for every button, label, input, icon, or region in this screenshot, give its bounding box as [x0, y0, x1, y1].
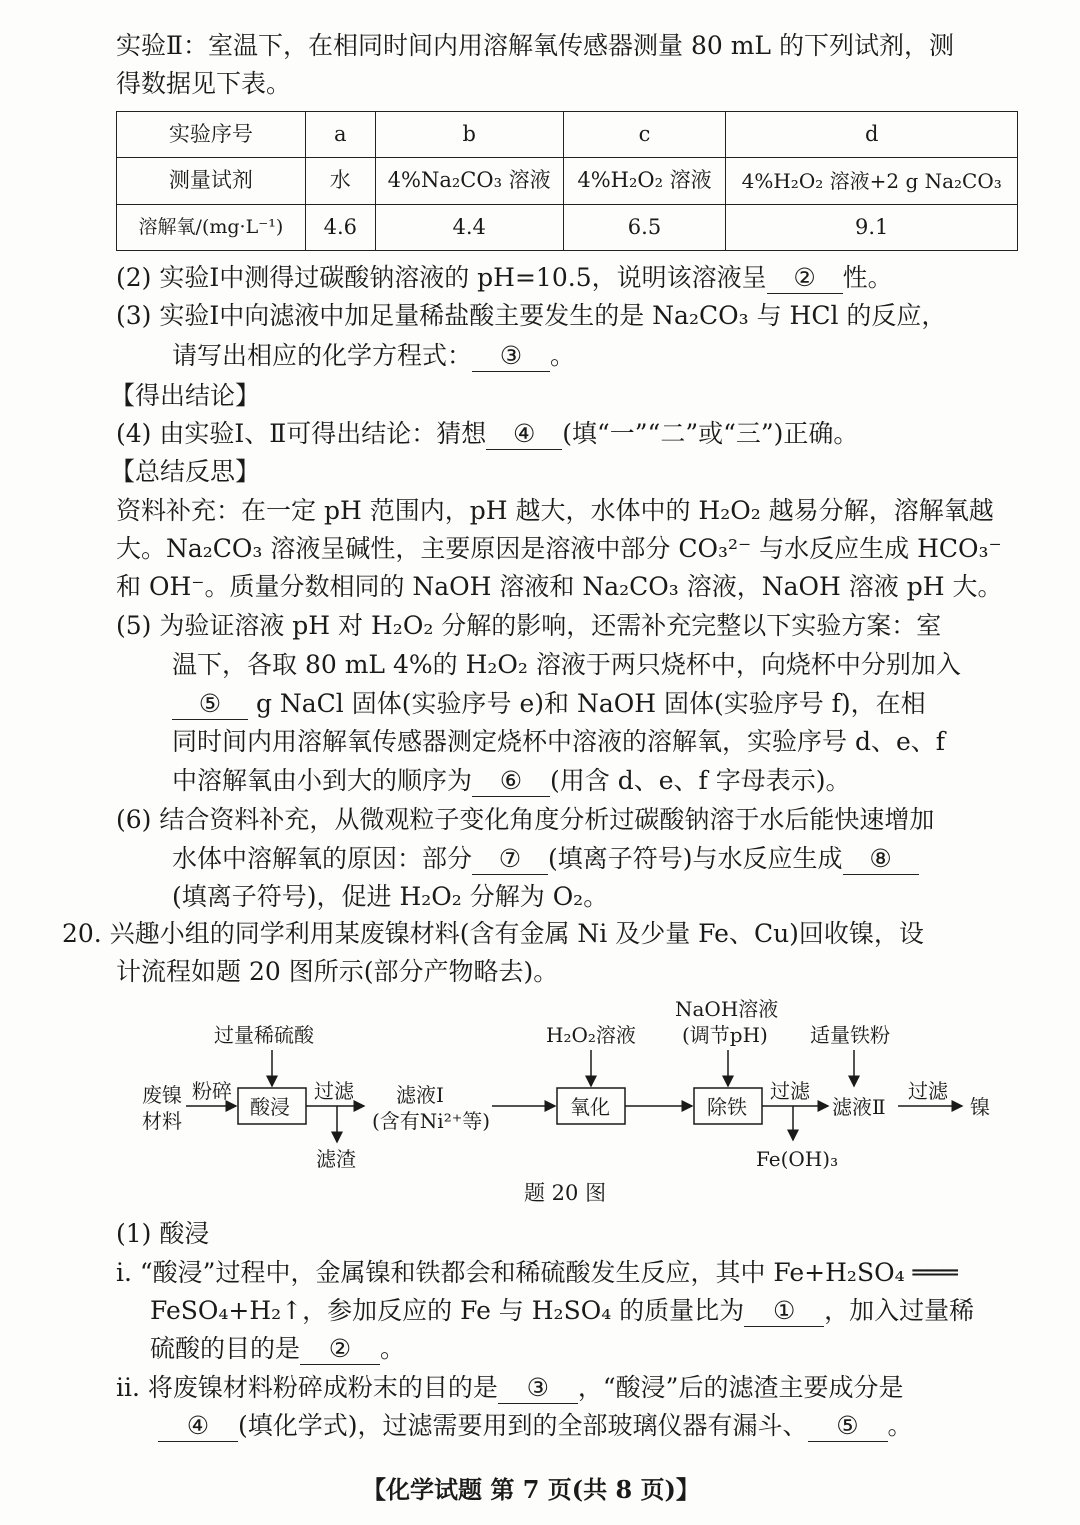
table-cell: a [305, 112, 375, 158]
question-5-line-3: ⑤ g NaCl 固体(实验序号 e)和 NaOH 固体(实验序号 f)，在相 [172, 688, 926, 721]
reagent-naoh-label-1: NaOH溶液 [675, 997, 779, 1021]
table-row [117, 112, 1018, 158]
question-20-line-1: 20. 兴趣小组的同学利用某废镍材料(含有金属 Ni 及少量 Fe、Cu)回收镍，设 [62, 919, 924, 948]
filtrate-2-label: 滤液Ⅱ [832, 1095, 886, 1119]
question-20-1-ii-line-1: ii. 将废镍材料粉碎成粉末的目的是 ③ ，“酸浸”后的滤渣主要成分是 [116, 1373, 904, 1402]
question-3-line-1: (3) 实验Ⅰ中向滤液中加足量稀盐酸主要发生的是 Na₂CO₃ 与 HCl 的反应， [116, 301, 947, 330]
question-20-line-2: 计流程如题 20 图所示(部分产物略去)。 [116, 957, 559, 986]
answer-blank-20-5[interactable]: ⑤ [808, 1412, 888, 1442]
material-line-2: 大。Na₂CO₃ 溶液呈碱性，主要原因是溶液中部分 CO₃²⁻ 与水反应生成 HCO₃⁻ [116, 534, 1002, 563]
answer-blank-7[interactable]: ⑦ [472, 845, 548, 875]
reagent-iron-label: 适量铁粉 [810, 1023, 890, 1047]
question-20-1-ii-line-2: ④ (填化学式)，过滤需要用到的全部玻璃仪器有漏斗、 ⑤ 。 [158, 1410, 913, 1443]
table-cell: 4%Na₂CO₃ 溶液 [375, 158, 563, 204]
answer-blank-20-1[interactable]: ① [744, 1297, 824, 1327]
question-2: (2) 实验Ⅰ中测得过碳酸钠溶液的 pH=10.5，说明该溶液呈 ② 性。 [116, 263, 893, 292]
oxidize-label: 氧化 [570, 1095, 610, 1119]
question-20-1-i-line-1: i. “酸浸”过程中，金属镍和铁都会和稀硫酸发生反应，其中 Fe+H₂SO₄ ═══ [116, 1258, 958, 1287]
table-cell: b [375, 112, 563, 158]
answer-blank-8[interactable]: ⑧ [843, 845, 919, 875]
question-5-line-5: 中溶解氧由小到大的顺序为 ⑥ (用含 d、e、f 字母表示)。 [172, 766, 851, 795]
question-5-line-4: 同时间内用溶解氧传感器测定烧杯中溶液的溶解氧，实验序号 d、e、f [172, 727, 946, 756]
answer-blank-20-3[interactable]: ③ [498, 1374, 578, 1404]
row-header: 测量试剂 [117, 158, 306, 204]
exp2-line-2: 得数据见下表。 [116, 69, 292, 98]
filtrate-1-note: (含有Ni²⁺等) [372, 1109, 491, 1133]
step-filter-1-label: 过滤 [314, 1079, 354, 1103]
step-filter-3-label: 过滤 [908, 1079, 948, 1103]
material-line-3: 和 OH⁻。质量分数相同的 NaOH 溶液和 Na₂CO₃ 溶液，NaOH 溶液 pH 大。 [116, 572, 1003, 601]
question-20-1-heading: (1) 酸浸 [116, 1219, 210, 1248]
reagent-naoh-label-2: (调节pH) [682, 1023, 768, 1047]
table-cell: d [726, 112, 1018, 158]
question-6-line-3: (填离子符号)，促进 H₂O₂ 分解为 O₂。 [172, 882, 609, 911]
question-6-line-2: 水体中溶解氧的原因：部分 ⑦ (填离子符号)与水反应生成 ⑧ [172, 843, 919, 876]
answer-blank-4[interactable]: ④ [486, 420, 562, 450]
table-cell: c [563, 112, 726, 158]
question-20-1-i-line-2: FeSO₄+H₂↑，参加反应的 Fe 与 H₂SO₄ 的质量比为 ① ，加入过量稀 [150, 1296, 975, 1325]
table-cell: 6.5 [563, 204, 726, 250]
table-cell: 4%H₂O₂ 溶液 [563, 158, 726, 204]
product-label: 镍 [970, 1095, 990, 1119]
question-20-1-i-line-3: 硫酸的目的是 ② 。 [150, 1334, 406, 1363]
table-cell: 水 [305, 158, 375, 204]
question-3-line-2: 请写出相应的化学方程式： ③ 。 [172, 341, 576, 370]
dissolved-oxygen-table [116, 111, 1018, 251]
answer-blank-6[interactable]: ⑥ [472, 767, 550, 797]
raw-material-label-2: 材料 [142, 1109, 182, 1133]
conclusion-heading: 【得出结论】 [110, 381, 261, 410]
exp2-line-1: 实验Ⅱ：室温下，在相同时间内用溶解氧传感器测量 80 mL 的下列试剂，测 [116, 31, 954, 60]
page-footer: 【化学试题 第 7 页(共 8 页)】 [362, 1475, 700, 1504]
table-cell: 4.4 [375, 204, 563, 250]
question-5-line-2: 温下，各取 80 mL 4%的 H₂O₂ 溶液于两只烧杯中，向烧杯中分别加入 [172, 650, 961, 679]
row-header: 溶解氧/(mg·L⁻¹) [117, 204, 306, 250]
question-5-line-1: (5) 为验证溶液 pH 对 H₂O₂ 分解的影响，还需补充完整以下实验方案：室 [116, 611, 942, 640]
question-6-line-1: (6) 结合资料补充，从微观粒子变化角度分析过碳酸钠溶于水后能快速增加 [116, 805, 935, 834]
step-filter-2-label: 过滤 [770, 1079, 810, 1103]
table-cell: 4.6 [305, 204, 375, 250]
reagent-h2o2-label: H₂O₂溶液 [546, 1023, 636, 1047]
question-4: (4) 由实验Ⅰ、Ⅱ可得出结论：猜想 ④ (填“一”“二”或“三”)正确。 [116, 419, 859, 448]
reagent-acid-label: 过量稀硫酸 [214, 1023, 314, 1047]
table-row [117, 158, 1018, 204]
material-line-1: 资料补充：在一定 pH 范围内，pH 越大，水体中的 H₂O₂ 越易分解，溶解氧越 [116, 496, 994, 525]
table-row [117, 204, 1018, 250]
reflection-heading: 【总结反思】 [110, 457, 261, 486]
residue-label: 滤渣 [316, 1147, 356, 1171]
raw-material-label-1: 废镍 [142, 1083, 182, 1107]
remove-iron-label: 除铁 [707, 1095, 747, 1119]
answer-blank-20-2[interactable]: ② [300, 1335, 380, 1365]
answer-blank-20-4[interactable]: ④ [158, 1412, 238, 1442]
byproduct-label: Fe(OH)₃ [756, 1147, 839, 1171]
figure-caption: 题 20 图 [524, 1181, 607, 1205]
step-crush-label: 粉碎 [192, 1079, 232, 1103]
answer-blank-5[interactable]: ⑤ [172, 690, 248, 720]
row-header: 实验序号 [117, 112, 306, 158]
table-cell: 4%H₂O₂ 溶液+2 g Na₂CO₃ [726, 158, 1018, 204]
table-cell: 9.1 [726, 204, 1018, 250]
acid-leach-label: 酸浸 [250, 1095, 290, 1119]
answer-blank-2[interactable]: ② [767, 264, 843, 294]
filtrate-1-label: 滤液Ⅰ [396, 1083, 444, 1107]
flowchart-diagram [130, 990, 1010, 1175]
answer-blank-3[interactable]: ③ [472, 342, 550, 372]
